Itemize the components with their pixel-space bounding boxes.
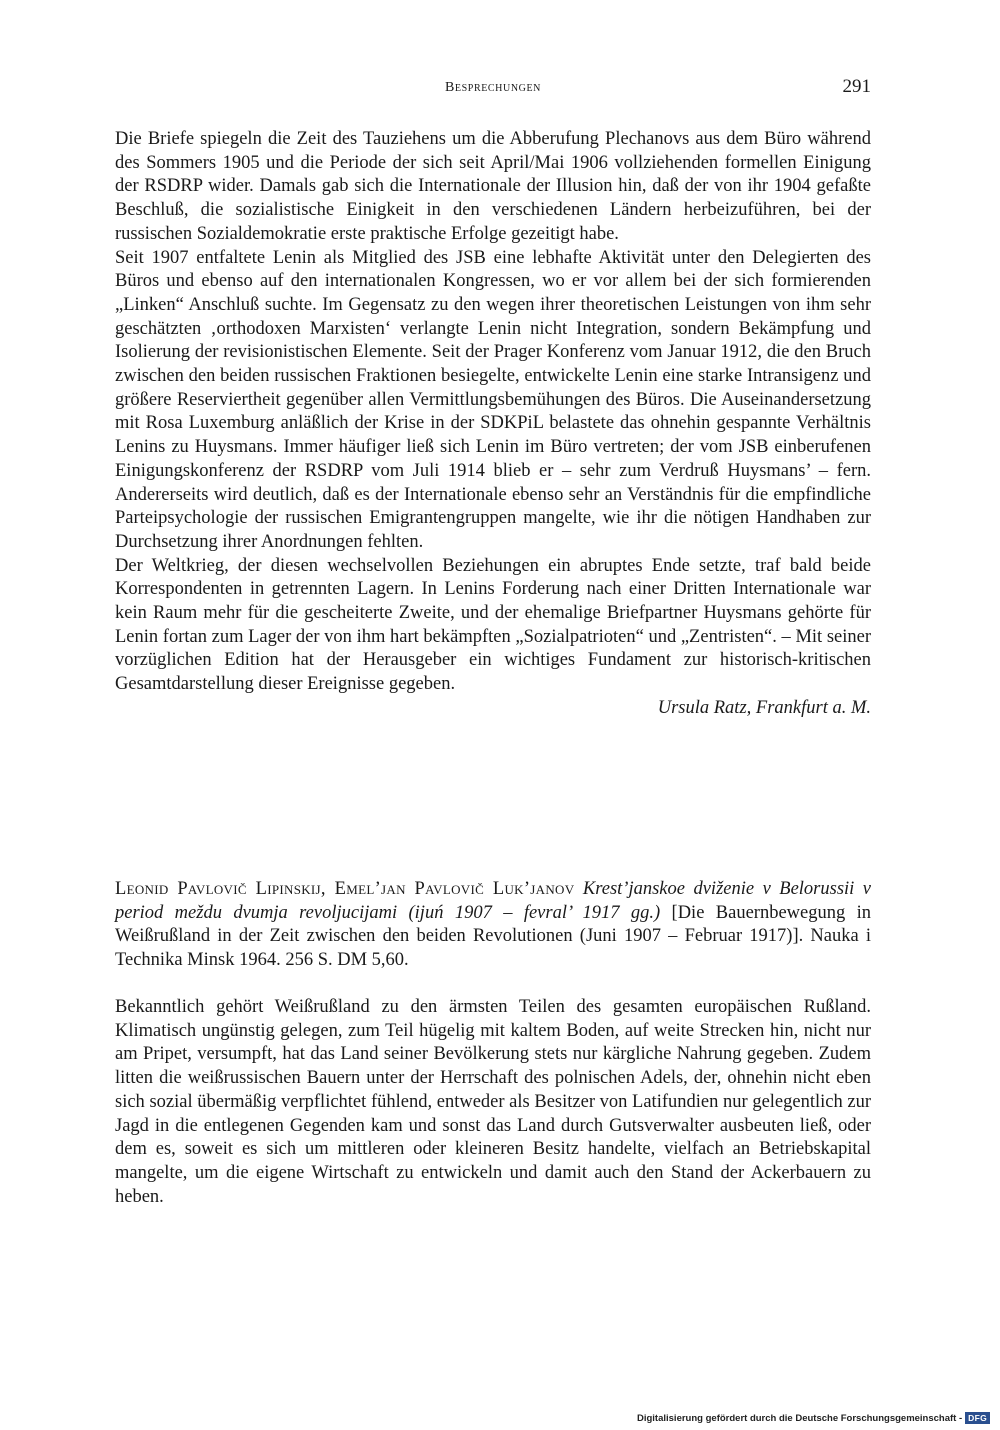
footer-text: Digitalisierung gefördert durch die Deutsche Forschungsgemeinschaft - bbox=[636, 1412, 963, 1424]
review-heading bbox=[115, 878, 871, 973]
running-head: Besprechungen bbox=[444, 80, 542, 95]
paragraph: Bekanntlich gehört Weißrußland zu den ärmsten Teilen des gesamten europäischen Rußland. Klimatisch ungünstig gelegen, zum Teil hügelig mit kaltem Boden, auf weite Strecken hin, nicht nur am Pripet, versumpft, hat das Land seiner Bevölkerung stets nur kärgliche Nahrung gegeben. Zudem litten die weißrussischen Bauern unter der Herrschaft des polnischen Adels, der, ohnehin nicht eben sich sozial übermäßig verpflichtet fühlend, entweder als Besitzer von Latifundien nur gelegentlich zur Jagd in die entlegenen Gegenden kam und sonst das Land durch Gutsverwalter ausbeuten ließ, oder dem es, soweit es sich um mittleren oder kleineren Besitz handelte, vielfach an Betriebskapital mangelte, um die eigene Wirtschaft zu entwickeln und damit auch den Stand der Ackerbauern zu heben. bbox=[115, 997, 871, 1207]
review-bibliography: [Die Bauernbewegung in Weißrußland in der Zeit zwischen den beiden Revolutionen (Juni 1907 – Februar 1917)]. Nauka i Technika Minsk 1964. 256 S. DM 5,60. bbox=[115, 902, 872, 971]
dfg-logo: DFG bbox=[965, 1412, 990, 1424]
page-number: 291 bbox=[842, 76, 871, 97]
page-header bbox=[115, 76, 871, 102]
digitization-footer bbox=[637, 1412, 990, 1424]
paragraph: Die Briefe spiegeln die Zeit des Tauziehens um die Abberufung Plechanovs aus dem Büro während des Sommers 1905 und die Periode der sich seit April/Mai 1906 vollziehenden formellen Einigung der RSDRP wider. Damals gab sich die Internationale der Illusion hin, daß der von ihr 1904 gefaßte Beschluß, die sozialistische Einigkeit in den verschiedenen Ländern herbeizuführen, bei der russischen Sozialdemokratie erste praktische Erfolge gezeitigt habe. bbox=[115, 129, 871, 244]
review-continuation bbox=[115, 128, 871, 721]
paragraph: Seit 1907 entfaltete Lenin als Mitglied des JSB eine lebhafte Aktivität unter den Delegierten des Büros und ebenso auf den internationalen Kongressen, wo er vor allem bei der sich formierenden „Linken“ Anschluß suchte. Im Gegensatz zu den wegen ihrer theoretischen Leistungen von ihm sehr geschätzten ‚orthodoxen Marxisten‘ verlangte Lenin nicht Integration, sondern Bekämpfung und Isolierung der revisionistischen Elemente. Seit der Prager Konferenz vom Januar 1912, die den Bruch zwischen den beiden russischen Fraktionen besiegelte, entwickelte Lenin eine starke Intransigenz und größere Reserviertheit gegenüber allen Vermittlungsbemühungen des Büros. Die Auseinandersetzung mit Rosa Luxemburg anläßlich der Krise in der SDKPiL belastete das ohnehin gespannte Verhältnis Lenins zu Huysmans. Immer häufiger ließ sich Lenin im Büro vertreten; der vom JSB einberufenen Einigungskonferenz der RSDRP vom Juli 1914 blieb er – sehr zum Verdruß Huysmans’ – fern. Andererseits wird deutlich, daß es der Internationale ebenso sehr an Verständnis für die empfindliche Parteipsychologie der russischen Emigrantengruppen mangelte, wie ihr die nötigen Handhaben zur Durchsetzung ihrer Anordnungen fehlten. bbox=[115, 247, 871, 552]
paragraph: Der Weltkrieg, der diesen wechselvollen Beziehungen ein abruptes Ende setzte, traf bald beide Korrespondenten in getrennten Lagern. In Lenins Forderung nach einer Dritten Internationale war kein Raum mehr für die gescheiterte Zweite, und der ehemalige Briefpartner Huysmans gehörte für Lenin fortan zum Lager der von ihm hart bekämpften „Sozialpatrioten“ und „Zentristen“. – Mit seiner vorzüglichen Edition hat der Herausgeber ein wichtiges Fundament zur historisch-kritischen Gesamtdarstellung dieser Ereignisse gegeben. bbox=[115, 555, 871, 695]
review-title: Krest’janskoe dviženie v Belorussii v period meždu dvumja revoljucijami (ijuń 1907 – fevral’ 1917 gg.) bbox=[115, 879, 872, 923]
review-authors: Leonid Pavlovič Lipinskij, Emel’jan Pavlovič Luk’janov bbox=[115, 879, 575, 899]
review-body bbox=[115, 996, 871, 1209]
reviewer-signature: Ursula Ratz, Frankfurt a. M. bbox=[657, 697, 871, 718]
